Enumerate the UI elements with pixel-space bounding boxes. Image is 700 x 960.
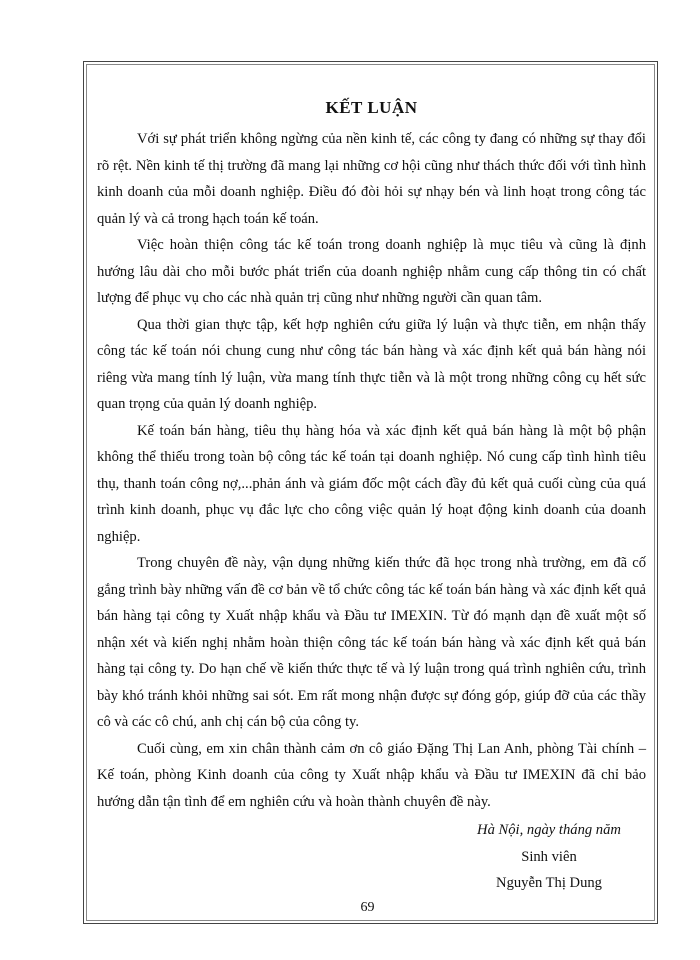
page-title: KẾT LUẬN (325, 98, 418, 117)
document-body (97, 98, 646, 897)
signature-name: Nguyễn Thị Dung (496, 875, 602, 891)
paragraph-1: Với sự phát triển không ngừng của nền kinh tế, các công ty đang có những sự thay đổi rõ rệt. Nền kinh tế thị trường đã mang lại những cơ hội cũng như thách thức đối với tình hình kinh doanh của mỗi doanh nghiệp. Điều đó đòi hỏi sự nhạy bén và linh hoạt trong công tác quản lý và cả trong hạch toán kế toán. (97, 131, 646, 227)
signature-date: Hà Nội, ngày tháng năm (477, 822, 621, 838)
paragraph-5: Trong chuyên đề này, vận dụng những kiến thức đã học trong nhà trường, em đã cố gắng trình bày những vấn đề cơ bản về tổ chức công tác kế toán bán hàng và xác định kết quả bán hàng tại công ty Xuất nhập khẩu và Đầu tư IMEXIN. Từ đó mạnh dạn đề xuất một số nhận xét và kiến nghị nhằm hoàn thiện công tác kế toán bán hàng và xác định kết quả bán hàng tại công ty. Do hạn chế về kiến thức thực tế và lý luận trong quá trình nghiên cứu, trình bày khó tránh khỏi những sai sót. Em rất mong nhận được sự đóng góp, giúp đỡ của các thầy cô và các cô chú, anh chị cán bộ của công ty. (97, 555, 646, 730)
signature-role: Sinh viên (521, 848, 577, 865)
paragraph-3: Qua thời gian thực tập, kết hợp nghiên cứu giữa lý luận và thực tiễn, em nhận thấy công tác kế toán nói chung cung như công tác bán hàng và xác định kết quả bán hàng nói riêng vừa mang tính lý luận, vừa mang tính thực tiễn và là một trong những công cụ hết sức quan trọng của quản lý doanh nghiệp. (97, 316, 646, 412)
page-number: 69 (360, 900, 375, 915)
signature-block (434, 817, 664, 897)
paragraph-4: Kế toán bán hàng, tiêu thụ hàng hóa và xác định kết quả bán hàng là một bộ phận không thể thiếu trong toàn bộ công tác kế toán tại doanh nghiệp. Nó cung cấp tình hình tiêu thụ, thanh toán công nợ,...phản ánh và giám đốc một cách đầy đủ kết quả cuối cùng của quá trình kinh doanh, phục vụ đắc lực cho công việc quản lý hoạt động kinh doanh của doanh nghiệp. (97, 422, 646, 545)
paragraph-2: Việc hoàn thiện công tác kế toán trong doanh nghiệp là mục tiêu và cũng là định hướng lâu dài cho mỗi bước phát triển của doanh nghiệp nhằm cung cấp thông tin có chất lượng để phục vụ cho các nhà quản trị cũng như những người cần quan tâm. (97, 237, 646, 306)
paragraph-6: Cuối cùng, em xin chân thành cảm ơn cô giáo Đặng Thị Lan Anh, phòng Tài chính – Kế toán, phòng Kinh doanh của công ty Xuất nhập khẩu và Đầu tư IMEXIN đã chỉ bảo hướng dẫn tận tình để em nghiên cứu và hoàn thành chuyên đề này. (97, 740, 646, 810)
